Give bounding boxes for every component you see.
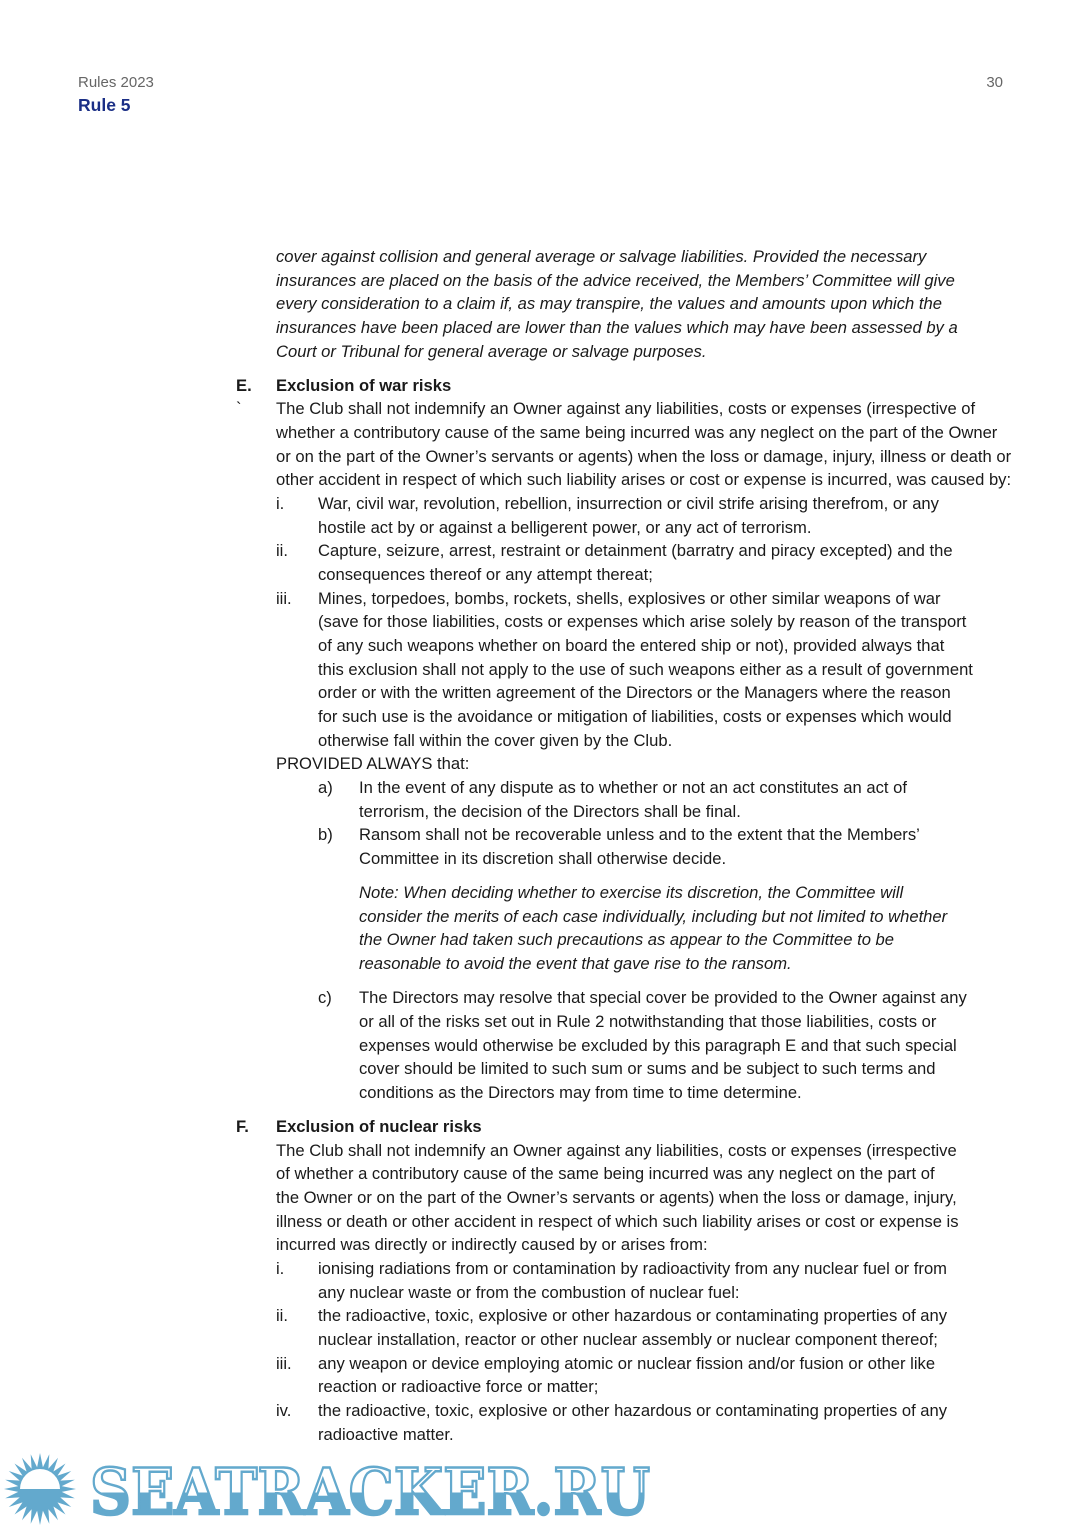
seatracker-watermark-logo	[0, 1452, 1080, 1527]
text-line: the Owner had taken such precautions as appear to the Committee to be	[359, 930, 895, 950]
list-item	[0, 587, 1080, 753]
list-item	[0, 1352, 1080, 1399]
text-line: Committee in its discretion shall otherwise decide.	[359, 848, 727, 868]
text-line: the radioactive, toxic, explosive or other hazardous or contaminating properties of any	[318, 1400, 948, 1420]
item-label: E.	[236, 375, 252, 395]
text-line: consequences thereof or any attempt thereat;	[318, 565, 653, 585]
text-line: conditions as the Directors may from time to time determine.	[359, 1082, 802, 1102]
item-label: a)	[318, 777, 333, 797]
rule-heading: Rule 5	[78, 95, 131, 115]
text-line: incurred was directly or indirectly caused by or arises from:	[276, 1235, 708, 1255]
text-line: any weapon or device employing atomic or nuclear fission and/or fusion or other like	[318, 1353, 936, 1373]
list-item	[0, 1115, 1080, 1139]
text-line: expenses would otherwise be excluded by this paragraph E and that such special	[359, 1035, 957, 1055]
text-line: The Directors may resolve that special cover be provided to the Owner against any	[359, 988, 967, 1008]
list-item	[0, 397, 1080, 492]
item-label: iv.	[276, 1400, 292, 1420]
page-number: 30	[986, 74, 1003, 91]
list-item	[0, 1257, 1080, 1304]
text-line: or on the part of the Owner’s servants or agents) when the loss or damage, injury, illness or death or	[276, 446, 1012, 466]
list-item	[0, 986, 1080, 1104]
text-line: consider the merits of each case individually, including but not limited to whether	[359, 906, 948, 926]
text-line: of whether a contributory cause of the same being incurred was any neglect on the part of	[276, 1164, 935, 1184]
text-line: illness or death or other accident in respect of which such liability arises or cost or expense is	[276, 1211, 959, 1231]
text-line: reasonable to avoid the event that gave rise to the ransom.	[359, 954, 792, 974]
text-line: The Club shall not indemnify an Owner against any liabilities, costs or expenses (irrespective	[276, 1140, 957, 1160]
paragraph	[0, 245, 1080, 363]
list-item	[0, 539, 1080, 586]
text-line: the Owner or on the part of the Owner’s servants or agents) when the loss or damage, injury,	[276, 1187, 957, 1207]
list-item	[0, 823, 1080, 870]
text-line: of any such weapons whether on board the entered ship or not), provided always that	[318, 636, 945, 655]
text-line: every consideration to a claim if, as may transpire, the values and amounts upon which the	[276, 294, 942, 314]
text-line: War, civil war, revolution, rebellion, insurrection or civil strife arising therefrom, or any	[318, 494, 939, 514]
paragraph	[0, 881, 1080, 976]
text-line: order or with the written agreement of the Directors or the Managers where the reason	[318, 683, 951, 703]
item-label: ii.	[276, 1306, 288, 1326]
text-line: radioactive matter.	[318, 1424, 454, 1444]
text-line: otherwise fall within the cover given by the Club.	[318, 730, 673, 750]
text-line: cover against collision and general average or salvage liabilities. Provided the necessary	[276, 247, 927, 266]
list-item	[0, 1304, 1080, 1351]
text-line: Note: When deciding whether to exercise its discretion, the Committee will	[359, 883, 904, 903]
list-item	[0, 374, 1080, 398]
item-label: iii.	[276, 1353, 292, 1373]
item-label: `	[236, 399, 242, 419]
text-line: Mines, torpedoes, bombs, rockets, shells, explosives or other similar weapons of war	[318, 588, 941, 608]
text-line: or all of the risks set out in Rule 2 notwithstanding that those liabilities, costs or	[359, 1011, 937, 1031]
item-label: F.	[236, 1116, 249, 1136]
list-item	[0, 776, 1080, 823]
item-label: iii.	[276, 588, 292, 608]
paragraph	[0, 752, 1080, 776]
text-line: (save for those liabilities, costs or expenses which arise solely by reason of the transport	[318, 612, 967, 632]
text-line: for such use is the avoidance or mitigation of liabilities, costs or expenses which would	[318, 706, 952, 726]
text-line: nuclear installation, reactor or other nuclear assembly or nuclear component thereof;	[318, 1329, 938, 1349]
text-line: In the event of any dispute as to whether or not an act constitutes an act of	[359, 777, 907, 797]
document-body	[0, 245, 1080, 1446]
item-label: b)	[318, 825, 333, 845]
text-line: ionising radiations from or contamination by radioactivity from any nuclear fuel or from	[318, 1258, 947, 1278]
text-line: terrorism, the decision of the Directors shall be final.	[359, 801, 741, 821]
text-line: Ransom shall not be recoverable unless and to the extent that the Members’	[359, 825, 920, 845]
sun-icon	[4, 1453, 76, 1525]
text-line: Court or Tribunal for general average or salvage purposes.	[276, 341, 707, 361]
list-item	[0, 492, 1080, 539]
item-label: i.	[276, 494, 285, 514]
text-line: Exclusion of war risks	[276, 375, 452, 395]
text-line: this exclusion shall not apply to the use of such weapons either as a result of government	[318, 659, 973, 679]
list-item	[0, 1399, 1080, 1446]
item-label: i.	[276, 1258, 285, 1278]
text-line: the radioactive, toxic, explosive or other hazardous or contaminating properties of any	[318, 1306, 948, 1326]
text-line: cover should be limited to such sum or sums and be subject to such terms and	[359, 1059, 936, 1079]
text-line: whether a contributory cause of the same being incurred was any neglect on the part of the Owner	[276, 423, 998, 443]
watermark-text: SEATRACKER.RU	[90, 1455, 650, 1527]
text-line: reaction or radioactive force or matter;	[318, 1377, 599, 1397]
paragraph	[0, 1139, 1080, 1257]
document-title: Rules 2023	[78, 74, 154, 91]
item-label: ii.	[276, 541, 288, 561]
text-line: hostile act by or against a belligerent power, or any act of terrorism.	[318, 517, 812, 537]
text-line: insurances have been placed are lower than the values which may have been assessed by a	[276, 317, 958, 337]
text-line: insurances are placed on the basis of the advice received, the Members’ Committee will give	[276, 270, 955, 290]
text-line: other accident in respect of which such liability arises or cost or expense is incurred, was caused by:	[276, 470, 1012, 490]
text-line: Exclusion of nuclear risks	[276, 1116, 482, 1136]
text-line: any nuclear waste or from the combustion of nuclear fuel:	[318, 1282, 740, 1302]
text-line: The Club shall not indemnify an Owner against any liabilities, costs or expenses (irrespective of	[276, 399, 976, 419]
text-line: PROVIDED ALWAYS that:	[276, 754, 470, 774]
text-line: Capture, seizure, arrest, restraint or detainment (barratry and piracy excepted) and the	[318, 541, 953, 561]
item-label: c)	[318, 988, 332, 1008]
